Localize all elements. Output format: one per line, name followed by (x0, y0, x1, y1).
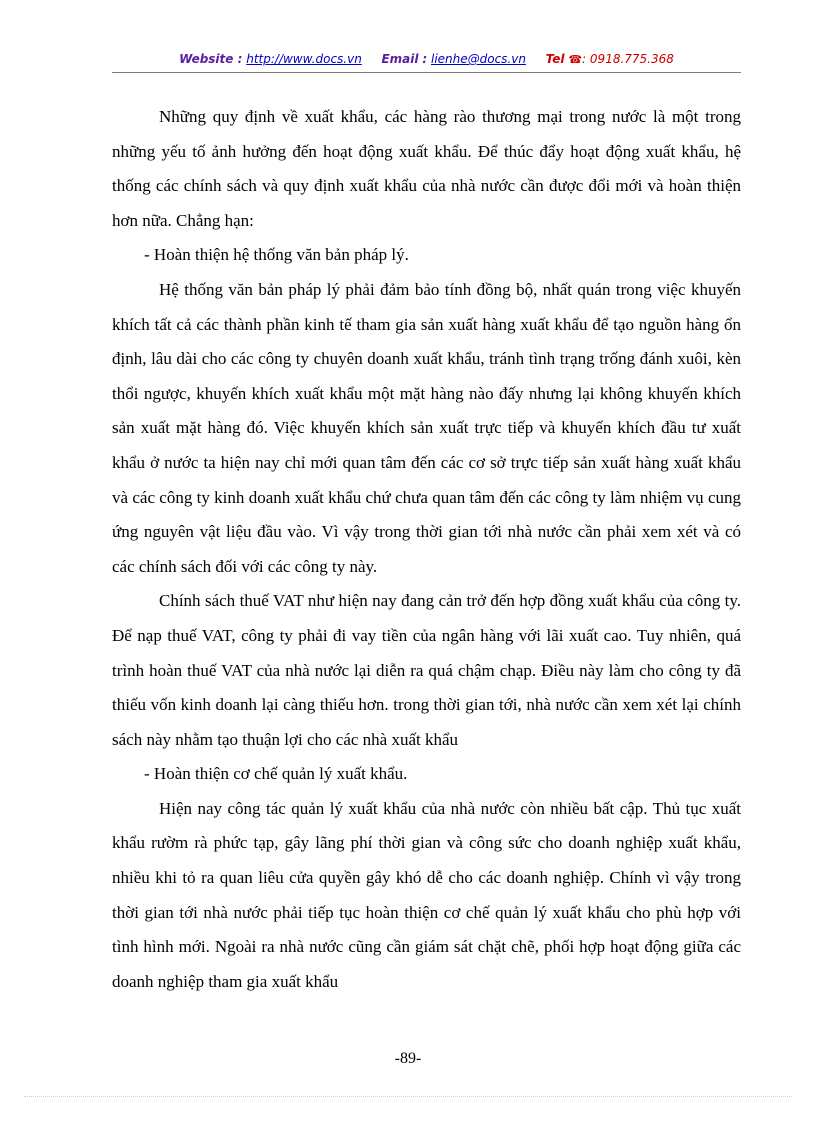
page-number: -89- (394, 1050, 422, 1067)
email-separator: : (422, 52, 428, 66)
paragraph-intro: Những quy định về xuất khẩu, các hàng rào thương mại trong nước là một trong những yếu tố ảnh hưởng đến hoạt động xuất khẩu. Để thúc đẩy hoạt động xuất khẩu, hệ thống các chính sách và quy định xuất khẩu của nhà nước cần được đổi mới và hoàn thiện hơn nữa. Chẳng hạn: (112, 107, 741, 230)
website-label: Website : (179, 52, 243, 66)
email-link[interactable]: lienhe@docs.vn (430, 52, 526, 66)
list-item-legal-system: - Hoàn thiện hệ thống văn bản pháp lý. (144, 245, 409, 265)
website-link[interactable]: http://www.docs.vn (246, 52, 362, 66)
document-body (112, 100, 741, 999)
list-item-management: - Hoàn thiện cơ chế quản lý xuất khẩu. (144, 764, 408, 784)
page-header (112, 50, 741, 73)
email-label: Email (381, 52, 419, 66)
tel-number: 0918.775.368 (589, 52, 674, 66)
paragraph-vat-policy: Chính sách thuế VAT như hiện nay đang cản trở đến hợp đồng xuất khẩu của công ty. Để nạp thuế VAT, công ty phải đi vay tiền của ngân hàng với lãi xuất cao. Tuy nhiên, quá trình hoàn thuế VAT của nhà nước lại diễn ra quá chậm chạp. Điều này làm cho công ty đã thiếu vốn kinh doanh lại càng thiếu hơn. trong thời gian tới, nhà nước cần xem xét lại chính sách này nhằm tạo thuận lợi cho các nhà xuất khẩu (112, 591, 741, 749)
tel-label: Tel (545, 52, 565, 66)
tel-separator: : (582, 52, 587, 66)
paragraph-management: Hiện nay công tác quản lý xuất khẩu của nhà nước còn nhiều bất cập. Thủ tục xuất khẩu rườm rà phức tạp, gây lãng phí thời gian và công sức cho doanh nghiệp xuất khẩu, nhiều khi tỏ ra quan liêu cửa quyền gây khó dễ cho các doanh nghiệp. Chính vì vậy trong thời gian tới nhà nước phải tiếp tục hoàn thiện cơ chế quản lý xuất khẩu cho phù hợp với tình hình mới. Ngoài ra nhà nước cũng cần giám sát chặt chẽ, phối hợp hoạt động giữa các doanh nghiệp tham gia xuất khẩu (112, 798, 741, 991)
paragraph-legal-system: Hệ thống văn bản pháp lý phải đảm bảo tính đồng bộ, nhất quán trong việc khuyến khích tất cả các thành phần kinh tế tham gia sản xuất hàng xuất khẩu để tạo nguồn hàng ổn định, lâu dài cho các công ty chuyên doanh xuất khẩu, tránh tình trạng trống đánh xuôi, kèn thổi ngược, khuyến khích xuất khẩu một mặt hàng nào đấy nhưng lại không khuyến khích sản xuất mặt hàng đó. Việc khuyến khích sản xuất trực tiếp và khuyến khích đầu tư xuất khẩu ở nước ta hiện nay chỉ mới quan tâm đến các cơ sở trực tiếp sản xuất hàng xuất khẩu và các công ty kinh doanh xuất khẩu chứ chưa quan tâm đến các công ty làm nhiệm vụ cung ứng nguyên vật liệu đầu vào. Vì vậy trong thời gian tới nhà nước cần phải xem xét và có các chính sách đối với các công ty này. (112, 279, 741, 576)
footer-divider (24, 1096, 792, 1097)
telephone-icon: ☎ (568, 53, 583, 66)
